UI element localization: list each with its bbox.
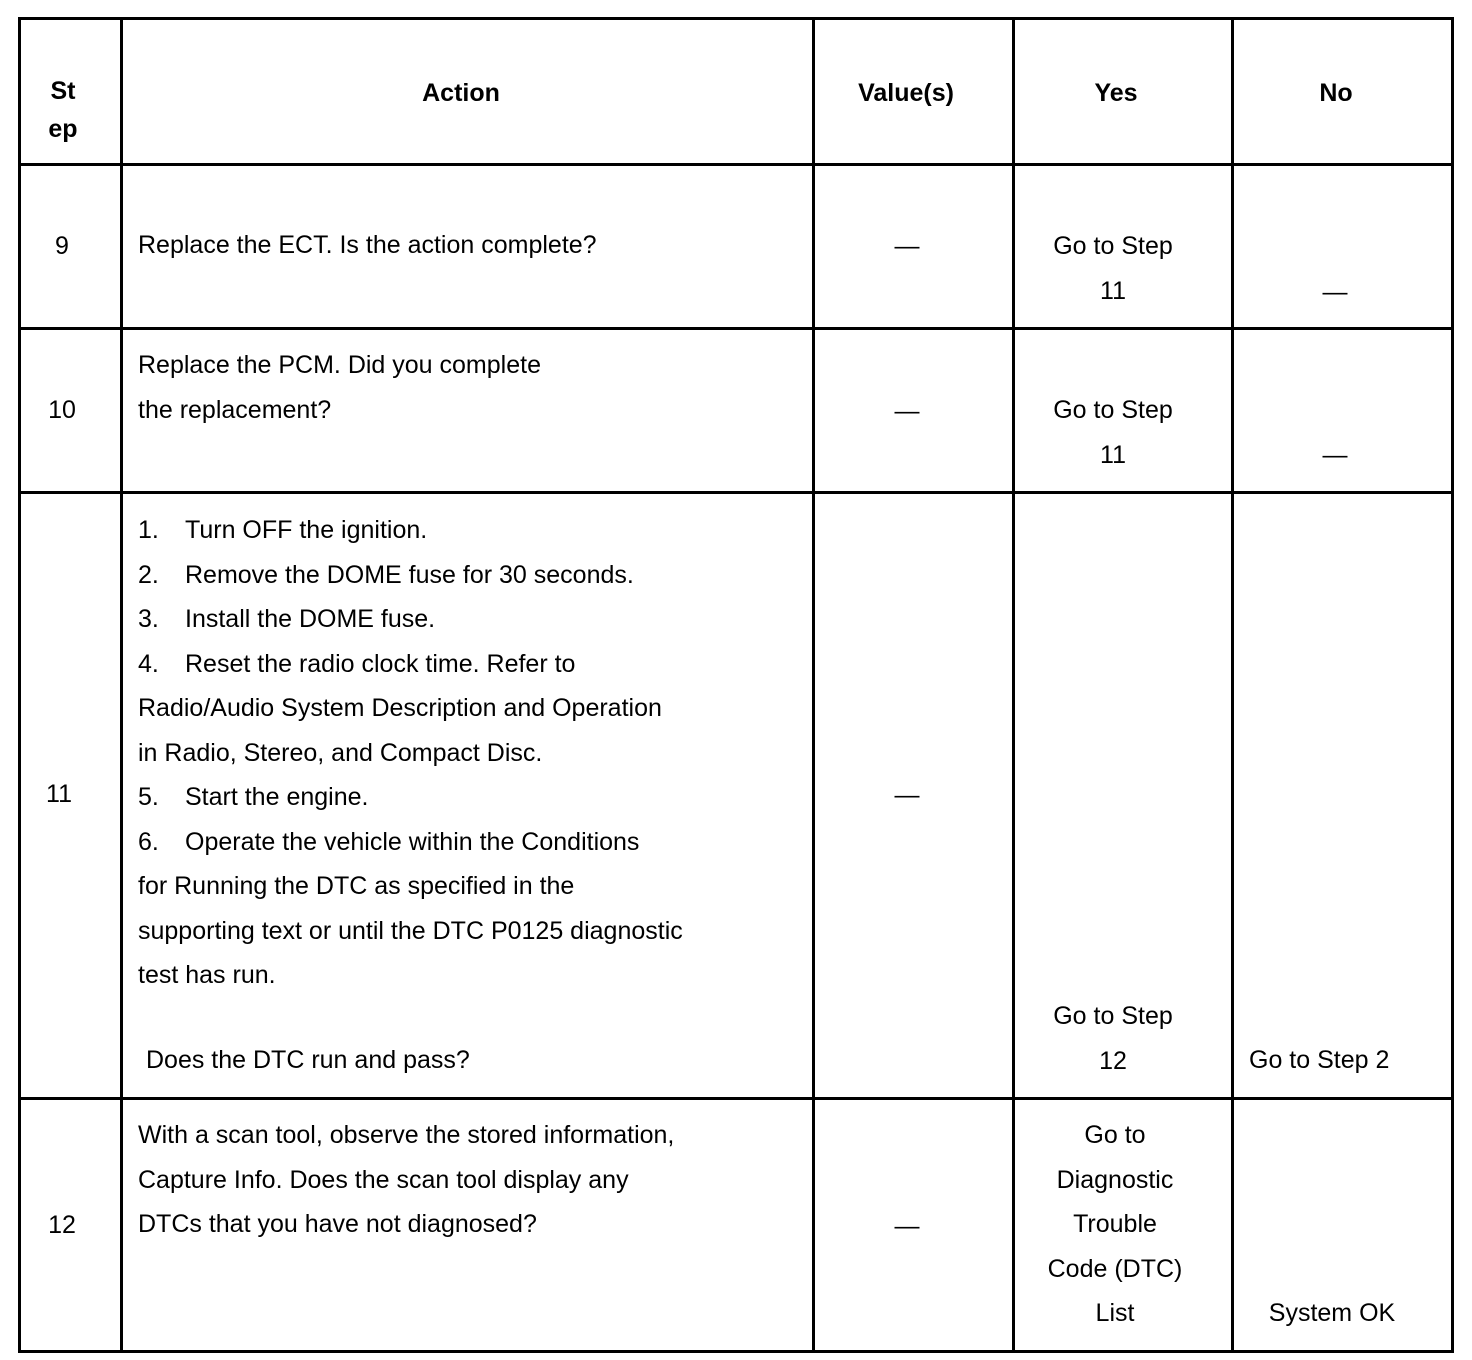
- action-line: DTCs that you have not diagnosed?: [138, 1210, 537, 1238]
- list-item-continuation: test has run.: [138, 961, 276, 989]
- header-no: No: [1319, 79, 1353, 107]
- action-line: Capture Info. Does the scan tool display any: [138, 1165, 629, 1194]
- header-yes: Yes: [1094, 79, 1138, 107]
- yes-line: 11: [1100, 441, 1126, 469]
- value-dash: —: [894, 1212, 920, 1240]
- header-action: Action: [422, 79, 500, 107]
- action-text: [138, 1113, 674, 1247]
- list-item: 1. Turn OFF the ignition.: [138, 516, 428, 544]
- action-line: With a scan tool, observe the stored information,: [138, 1121, 675, 1149]
- header-step-line-1: St: [50, 77, 76, 105]
- action-line: Replace the ECT. Is the action complete?: [138, 231, 597, 259]
- yes-line: Code (DTC): [1047, 1254, 1183, 1283]
- yes-line: Go to Step: [1053, 396, 1173, 424]
- yes-link[interactable]: [1015, 1113, 1215, 1336]
- action-text: [138, 343, 541, 433]
- yes-link[interactable]: [1015, 224, 1211, 314]
- value-dash: —: [894, 781, 920, 809]
- header-step: [22, 72, 104, 148]
- action-question: Does the DTC run and pass?: [146, 1046, 470, 1074]
- value-dash: —: [894, 397, 920, 425]
- no-dash: —: [1322, 278, 1348, 306]
- yes-line: Trouble: [1073, 1210, 1157, 1238]
- yes-line: Diagnostic: [1056, 1165, 1174, 1194]
- yes-link[interactable]: [1015, 388, 1211, 478]
- action-text: [138, 223, 597, 268]
- header-values: Value(s): [858, 79, 954, 107]
- action-line: the replacement?: [138, 396, 332, 424]
- action-list: [138, 508, 683, 998]
- step-number: 12: [48, 1211, 76, 1239]
- step-number: 9: [55, 232, 69, 260]
- list-item: 4. Reset the radio clock time. Refer to: [138, 649, 576, 678]
- yes-line: 12: [1099, 1047, 1127, 1075]
- value-dash: —: [894, 232, 920, 260]
- list-item: 2. Remove the DOME fuse for 30 seconds.: [138, 560, 634, 589]
- list-item-continuation: Radio/Audio System Description and Operation: [138, 694, 662, 722]
- list-item-continuation: for Running the DTC as specified in the: [138, 872, 575, 900]
- no-dash: —: [1322, 441, 1348, 469]
- yes-line: Go to Step: [1053, 232, 1173, 260]
- list-item: 6. Operate the vehicle within the Conditions: [138, 827, 640, 856]
- yes-line: Go to: [1084, 1121, 1146, 1149]
- yes-line: Go to Step: [1053, 1002, 1173, 1030]
- list-item: 3. Install the DOME fuse.: [138, 605, 436, 633]
- action-line: Replace the PCM. Did you complete: [138, 351, 541, 379]
- step-number: 11: [46, 780, 72, 808]
- no-link[interactable]: Go to Step 2: [1249, 1046, 1390, 1074]
- no-result: System OK: [1268, 1299, 1396, 1327]
- list-item-continuation: in Radio, Stereo, and Compact Disc.: [138, 738, 543, 767]
- yes-line: 11: [1100, 277, 1126, 305]
- list-item-continuation: supporting text or until the DTC P0125 diagnostic: [138, 916, 683, 945]
- header-step-line-2: ep: [48, 115, 78, 143]
- step-number: 10: [48, 396, 76, 424]
- yes-line: List: [1095, 1299, 1135, 1327]
- list-item: 5. Start the engine.: [138, 783, 369, 811]
- yes-link[interactable]: [1015, 994, 1211, 1084]
